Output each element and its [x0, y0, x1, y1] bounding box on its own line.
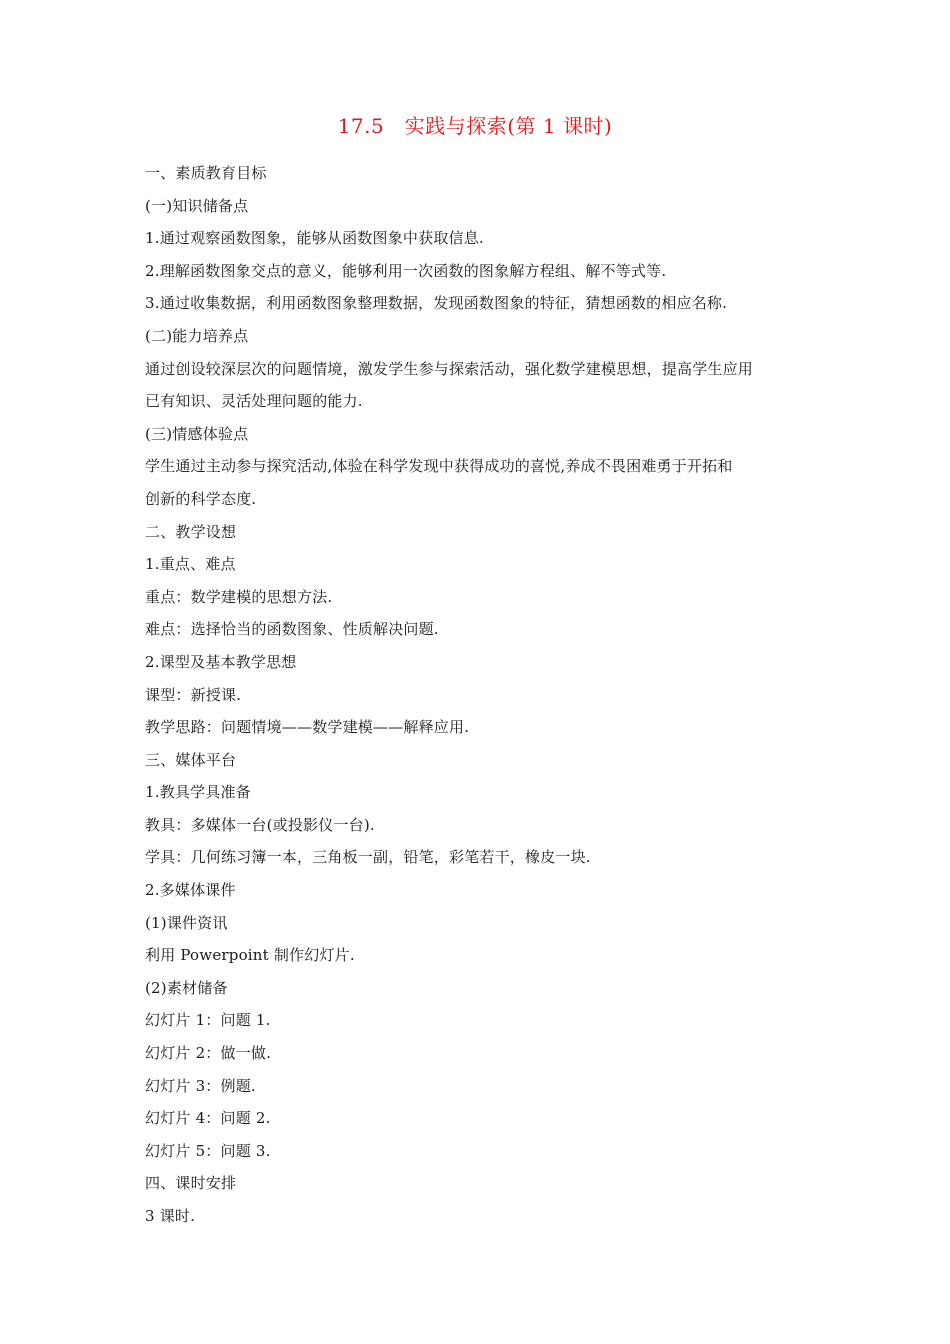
- list-item: 3.通过收集数据，利用函数图象整理数据，发现函数图象的特征，猜想函数的相应名称.: [145, 294, 728, 313]
- slide-item: 幻灯片 5：问题 3.: [145, 1141, 271, 1160]
- document-title: 17.5 实践与探索(第 1 课时): [337, 114, 613, 138]
- subsection-lesson-type: 2.课型及基本教学思想: [145, 652, 297, 671]
- slide-item: 幻灯片 2：做一做.: [145, 1044, 272, 1063]
- subsection-key-points: 1.重点、难点: [145, 555, 236, 574]
- paragraph-line: 已有知识、灵活处理问题的能力.: [145, 392, 363, 411]
- slide-item: 幻灯片 1：问题 1.: [145, 1011, 271, 1030]
- subsection-emotion: (三)情感体验点: [145, 424, 249, 443]
- sub-subsection: (2)素材储备: [145, 978, 228, 997]
- list-item: 教具：多媒体一台(或投影仪一台).: [145, 815, 375, 834]
- section-heading-media: 三、媒体平台: [145, 750, 237, 769]
- list-item: 2.理解函数图象交点的意义，能够利用一次函数的图象解方程组、解不等式等.: [145, 261, 667, 280]
- list-item: 教学思路：问题情境——数学建模——解释应用.: [145, 718, 470, 737]
- list-item: 3 课时.: [145, 1207, 196, 1225]
- subsection-tools: 1.教具学具准备: [145, 783, 251, 802]
- paragraph-line: 通过创设较深层次的问题情境，激发学生参与探索活动，强化数学建模思想，提高学生应用: [145, 359, 754, 378]
- paragraph-line: 学生通过主动参与探究活动,体验在科学发现中获得成功的喜悦,养成不畏困难勇于开拓和: [145, 457, 733, 476]
- section-heading-design: 二、教学设想: [145, 522, 237, 541]
- list-item: 利用 Powerpoint 制作幻灯片.: [145, 946, 355, 965]
- document-body: [145, 157, 813, 1233]
- sub-subsection: (1)课件资讯: [145, 913, 228, 932]
- section-heading-schedule: 四、课时安排: [145, 1174, 237, 1193]
- paragraph-line: 创新的科学态度.: [145, 489, 257, 508]
- list-item: 课型：新授课.: [145, 685, 242, 704]
- slide-item: 幻灯片 4：问题 2.: [145, 1109, 271, 1128]
- list-item: 学具：几何练习簿一本，三角板一副，铅笔，彩笔若干，橡皮一块.: [145, 848, 591, 867]
- subsection-ability: (二)能力培养点: [145, 326, 249, 345]
- list-item: 1.通过观察函数图象，能够从函数图象中获取信息.: [145, 229, 484, 248]
- list-item: 难点：选择恰当的函数图象、性质解决问题.: [145, 620, 439, 639]
- section-heading-goals: 一、素质教育目标: [145, 164, 267, 182]
- subsection-knowledge: (一)知识储备点: [145, 196, 249, 215]
- slide-item: 幻灯片 3：例题.: [145, 1076, 256, 1095]
- list-item: 重点：数学建模的思想方法.: [145, 587, 333, 606]
- subsection-courseware: 2.多媒体课件: [145, 881, 236, 900]
